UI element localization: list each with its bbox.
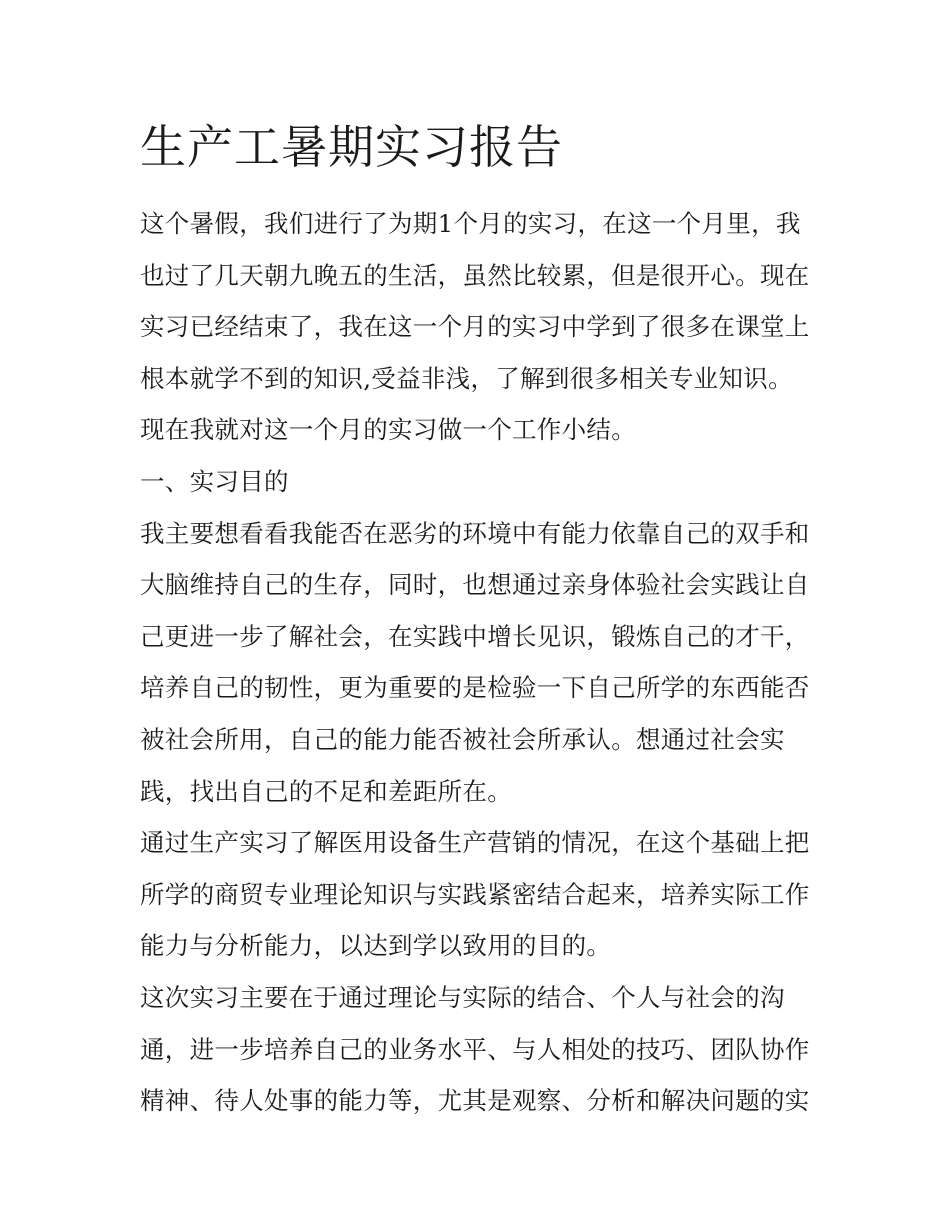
text-line: 根本就学不到的知识,受益非浅，了解到很多相关专业知识。: [140, 363, 793, 393]
text-line: 实习已经结束了，我在这一个月的实习中学到了很多在课堂上: [140, 312, 810, 342]
section-heading: 一、实习目的: [140, 466, 289, 496]
text-line: 也过了几天朝九晚五的生活，虽然比较累，但是很开心。现在: [140, 260, 810, 290]
text-line: 培养自己的韧性，更为重要的是检验一下自己所学的东西能否: [140, 673, 810, 703]
text-line: 被社会所用，自己的能力能否被社会所承认。想通过社会实: [140, 724, 785, 754]
text-line: 这个暑假，我们进行了为期1个月的实习，在这一个月里，我: [140, 209, 801, 238]
text-line: 践，找出自己的不足和差距所在。: [140, 776, 512, 806]
text-line: 现在我就对这一个月的实习做一个工作小结。: [140, 415, 636, 445]
text-line: 所学的商贸专业理论知识与实践紧密结合起来，培养实际工作: [140, 879, 810, 909]
text-line: 这次实习主要在于通过理论与实际的结合、个人与社会的沟: [140, 982, 785, 1012]
text-line: 通，进一步培养自己的业务水平、与人相处的技巧、团队协作: [140, 1034, 810, 1064]
text-line: 大脑维持自己的生存，同时，也想通过亲身体验社会实践让自: [140, 570, 810, 600]
text-line: 精神、待人处事的能力等，尤其是观察、分析和解决问题的实: [140, 1086, 810, 1116]
text-line: 通过生产实习了解医用设备生产营销的情况，在这个基础上把: [140, 828, 810, 858]
text-line: 己更进一步了解社会，在实践中增长见识，锻炼自己的才干，: [140, 621, 810, 651]
text-line: 我主要想看看我能否在恶劣的环境中有能力依靠自己的双手和: [140, 518, 810, 548]
document-body: [140, 198, 820, 1127]
document-title: 生产工暑期实习报告: [140, 120, 563, 174]
text-line: 能力与分析能力，以达到学以致用的目的。: [140, 931, 612, 961]
